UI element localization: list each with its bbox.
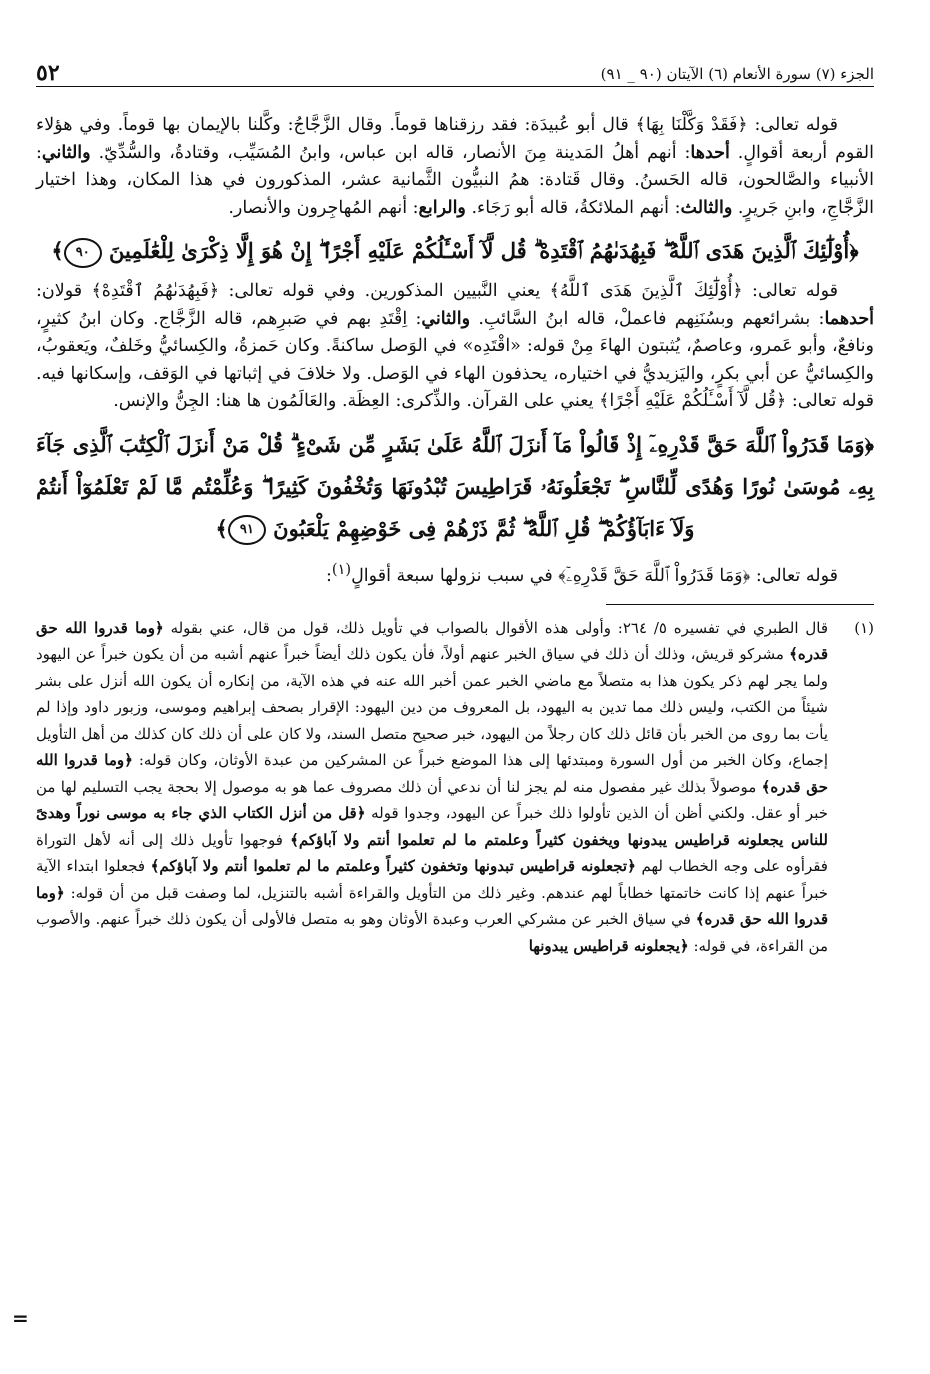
text-run: فوجهوا تأويل ذلك إلى أنه لأهل التوراة فقرأوه على وجه الخطاب لهم: [36, 830, 828, 876]
page-header: [36, 58, 874, 87]
bold-term: ﴿وما قدروا الله حق قدره﴾: [36, 751, 828, 796]
ayah-number-marker: ٩١: [228, 515, 266, 545]
text-run: :: [325, 565, 332, 586]
bold-term: ﴿قل من أنزل الكتاب الذي جاء به موسى نوراً وهدىً للناس يجعلونه قراطيس يبدونها ويخفون كثيراً وعلمتم ما لم تعلموا أنتم ولا آباؤكم﴾: [36, 804, 829, 849]
commentary-paragraph-2: [36, 278, 874, 416]
verse-text: ﴿أُوْلَٰٓئِكَ ٱلَّذِينَ هَدَى ٱللَّهُ ۖ فَبِهُدَىٰهُمُ ٱقْتَدِهْ ۗ قُل لَّآ أَسْـَٔلُكُمْ عَلَيْهِ أَجْرًا ۖ إِنْ هُوَ إِلَّا ذِكْرَىٰ لِلْعَٰلَمِينَ: [109, 238, 859, 263]
bold-term: ﴿يجعلونه قراطيس يبدونها: [528, 936, 689, 955]
text-run: : بشرائعهم وبسُنَنِهم فاعملْ، قاله ابنُ السَّائبِ.: [470, 308, 825, 329]
text-run: قوله تعالى: ﴿وَمَا قَدَرُواْ ٱللَّهَ حَقَّ قَدْرِهِۦٓ﴾ في سبب نزولها سبعة أقوالٍ: [351, 565, 838, 586]
commentary-paragraph-1: [36, 112, 874, 222]
commentary-paragraph-3: [36, 556, 874, 590]
text-run: قوله تعالى: ﴿فَقَدْ وَكَّلْنَا بِهَا﴾ قال أبو عُبيدَة: فقد رزقناها قوماً. وقال الزَّجَّاجُ: وكَّلنا بالإيمان بها قوماً. وفي هؤلاء القوم أربعة أقوالٍ.: [36, 115, 874, 163]
bold-term: ﴿تجعلونه قراطيس تبدونها وتخفون كثيراً وعلمتم ما لم تعلموا أنتم ولا آباؤكم﴾: [150, 857, 636, 876]
footnote-text: [36, 615, 828, 960]
continuation-mark: =: [12, 1306, 29, 1330]
verse-text: ﴿وَمَا قَدَرُواْ ٱللَّهَ حَقَّ قَدْرِهِۦٓ إِذْ قَالُواْ مَآ أَنزَلَ ٱللَّهُ عَلَىٰ بَشَرٍ مِّن شَىْءٍ ۗ قُلْ مَنْ أَنزَلَ ٱلْكِتَٰبَ ٱلَّذِى جَآءَ بِهِۦ مُوسَىٰ نُورًا وَهُدًى لِّلنَّاسِ ۖ تَجْعَلُونَهُۥ قَرَاطِيسَ تُبْدُونَهَا وَتُخْفُونَ كَثِيرًا ۖ وَعُلِّمْتُم مَّا لَمْ تَعْلَمُوٓاْ أَنتُمْ وَلَآ ءَابَآؤُكُمْ ۖ قُلِ ٱللَّهُ ۖ ثُمَّ ذَرْهُمْ فِى خَوْضِهِمْ يَلْعَبُونَ: [36, 431, 874, 541]
footnote-ref: (١): [331, 560, 352, 578]
bold-term: والثالث: [680, 197, 733, 218]
ayah-number-marker: ٩٠: [64, 238, 102, 268]
text-run: : اِقْتَدِ بهم في صَبرِهم، قاله الزَّجَّاج. وكان ابنُ كثيرٍ، ونافعٌ، وأبو عَمرو، وعاصمٌ، يُثبتون الهاءَ مِنْ قوله: «اقْتَدِه» في الوَصل ساكنةً. وكان حَمزةُ، والكِسائيُّ وخَلفٌ، ويَعقوبُ، والكِسائيُّ عن أبي بكرٍ، واليَزيديُّ في اختياره، يحذفون الهاء في الوَصل. ولا خلافَ في إثباتها في الوَقف، وإسكانها فيه. قوله تعالى: ﴿قُل لَّآ أَسْـَٔلُكُمْ عَلَيْهِ أَجْرًا﴾ يعني على القرآن. والذِّكرى: العِظَة. والعَالَمُون ها هنا: الجِنُّ والإنس.: [36, 308, 874, 411]
text-run: : أنهم أهلُ المَدينة مِنَ الأنصار، قاله ابن عباس، وابنُ المُسَيِّب، وقتادةُ، والسُّدِّيّ.: [90, 142, 691, 163]
bold-term: والثاني: [421, 308, 471, 329]
text-run: في سياق الخبر عن مشركي العرب وعبدة الأوثان وهو به متصل فالأولى أن يكون ذلك خبراً عنهم. والأصوب من القراءة، في قوله:: [36, 910, 828, 955]
page-body: [36, 112, 874, 959]
text-run: : أنهم المُهاجِرون والأنصار.: [228, 197, 419, 218]
text-run: مشركو قريش، وذلك أن ذلك في سياق الخبر عنهم أولاً، فأن يكون ذلك أيضاً خبراً عنهم أشبه من أن يكون خبراً عن اليهود ولما يجر لهم ذكر يكون هذا به متصلاً مع ماضي الخبر عمن أخبر الله عنه في هذه الآية، من إنكاره أن يكون الله أنزل على بشر شيئاً من الكتب، وليس ذلك مما تدين به اليهود، بل المعروف من دين اليهود: الإقرار بصحف إبراهيم وموسى، وزبور داود وإذا لم يأت بما روى من الخبر بأن قائل ذلك كان رجلاً من اليهود، خبر صحيح متصل السند، ولا كان على أن ذلك كان كذلك من أهل التأويل إجماع، وكان الخبر من أول السورة ومبتدئها إلى هذا الموضع خبراً عن المشركين من عبدة الأوثان، وكان قوله:: [36, 645, 828, 770]
bold-term: ﴿وما قدروا الله حق قدره﴾: [36, 618, 828, 664]
text-run: فجعلوا ابتداء الآية خبراً عنهم إذا كانت خاتمتها خطاباً لهم عندهم. وغير ذلك من التأويل والقراءة أشبه بالتنزيل، لما وصفت قبل من أن قوله:: [36, 857, 828, 902]
footnote-divider: [606, 604, 874, 605]
bold-term: ﴿وما قدروا الله حق قدره﴾: [36, 883, 828, 929]
verse-close-bracket: ﴾: [215, 515, 228, 541]
running-head: الجزء (٧) سورة الأنعام (٦) الآيتان (٩٠ _ ٩١): [600, 65, 874, 83]
text-run: موصولاً بذلك غير مفصول منه لم يجز لنا أن ندعي أن ذلك مصروف عما هو به موصول إلا بحجة يجب التسليم لها من خبر أو عقل. ولكني أظن أن الذين تأولوا ذلك خبراً عن اليهود، وجدوا قوله: [36, 777, 829, 823]
bold-term: والثاني: [41, 142, 91, 163]
verse-close-bracket: ﴾: [51, 238, 64, 263]
footnote-number: (١): [854, 618, 874, 637]
quran-verse-91: [36, 424, 874, 550]
quran-verse-90: [36, 230, 874, 272]
bold-term: أحدها: [690, 142, 730, 163]
page-number: ٥٢: [36, 60, 60, 86]
footnote: [36, 615, 874, 960]
text-run: : الأنبياء والصَّالحون، قاله الحَسنُ. وقال قَتادة: همُ النبيُّون الثَّمانية عشر، المذكورون في هذا المكان، وهذا اختيار الزَّجَّاجِ، وابنِ جَريرٍ.: [36, 142, 874, 218]
bold-term: أحدهما: [824, 308, 874, 329]
text-run: : أنهم الملائكةُ، قاله أبو رَجَاء.: [465, 197, 681, 218]
text-run: قوله تعالى: ﴿أُوْلَٰٓئِكَ ٱلَّذِينَ هَدَى ٱللَّهُ﴾ يعني النَّبيين المذكورين. وفي قوله تعالى: ﴿فَبِهُدَىٰهُمُ ٱقْتَدِهْ﴾ قولان:: [36, 281, 838, 301]
text-run: قال الطبري في تفسيره ٥/ ٢٦٤: وأولى هذه الأقوال بالصواب في تأويل ذلك، قول من قال، عني بقوله: [163, 618, 829, 637]
bold-term: والرابع: [418, 197, 466, 218]
